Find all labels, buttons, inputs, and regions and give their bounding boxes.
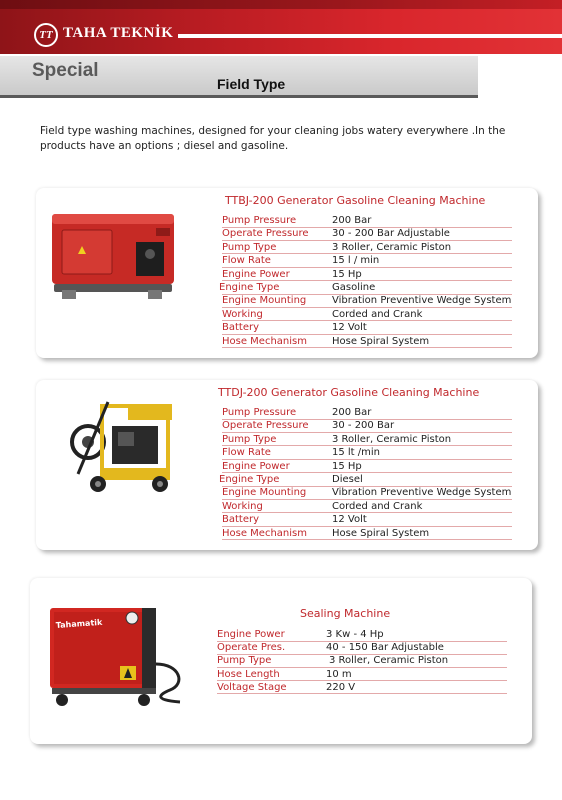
spec-value: Corded and Crank	[332, 308, 423, 320]
spec-label: Battery	[222, 514, 260, 526]
spec-row	[222, 321, 512, 335]
spec-label: Engine Mounting	[222, 295, 307, 307]
spec-value: Hose Spiral System	[332, 527, 430, 539]
spec-label: Flow Rate	[222, 447, 271, 459]
spec-label: Voltage Stage	[217, 681, 287, 693]
spec-row	[217, 628, 507, 642]
spec-value: Hose Spiral System	[332, 335, 430, 347]
spec-row	[222, 513, 512, 527]
spec-row	[222, 460, 512, 474]
image-brand-text: Tahamatik	[55, 617, 103, 630]
spec-label: Working	[222, 308, 263, 320]
spec-label: Engine Power	[217, 629, 285, 640]
spec-value: 200 Bar	[332, 407, 372, 418]
spec-label: Pump Type	[217, 655, 272, 667]
spec-value: 15 l / min	[332, 255, 380, 267]
intro-text: Field type washing machines, designed for your cleaning jobs watery everywhere .In the products have an options ; diesel and gasoline.	[40, 125, 506, 152]
spec-row	[217, 668, 507, 682]
spec-value: 12 Volt	[332, 514, 367, 526]
spec-row	[222, 308, 512, 322]
spec-label: Working	[222, 500, 263, 512]
spec-label: Pump Pressure	[222, 215, 297, 226]
spec-row	[217, 681, 507, 695]
spec-row	[222, 486, 512, 500]
spec-row	[222, 241, 512, 255]
spec-row	[219, 473, 512, 487]
spec-value: 40 - 150 Bar Adjustable	[326, 642, 444, 654]
spec-row	[222, 433, 512, 447]
spec-value: 3 Roller, Ceramic Piston	[332, 433, 452, 445]
spec-label: Operate Pressure	[222, 420, 309, 432]
section-title: Special	[32, 60, 99, 81]
brand-name: TAHA TEKNİK	[63, 25, 174, 41]
spec-row	[217, 654, 507, 668]
spec-label: Pump Pressure	[222, 407, 297, 418]
spec-value: 12 Volt	[332, 322, 367, 334]
spec-value: 3 Roller, Ceramic Piston	[329, 655, 449, 667]
spec-row	[222, 227, 512, 241]
spec-row	[222, 214, 512, 228]
spec-label: Pump Type	[222, 433, 277, 445]
spec-label: Engine Power	[222, 460, 290, 472]
spec-label: Engine Type	[219, 282, 280, 293]
section-band-shadow	[0, 95, 478, 98]
spec-value: Vibration Preventive Wedge System	[332, 295, 512, 307]
spec-row	[222, 527, 512, 541]
spec-value: 15 Hp	[332, 460, 362, 472]
product-title-1: TTBJ-200 Generator Gasoline Cleaning Machine	[225, 194, 486, 207]
spec-row	[222, 294, 512, 308]
spec-value: 3 Roller, Ceramic Piston	[332, 241, 452, 253]
spec-label: Engine Power	[222, 268, 290, 280]
spec-row	[219, 281, 512, 295]
spec-label: Hose Mechanism	[222, 527, 307, 539]
spec-label: Engine Mounting	[222, 487, 307, 499]
spec-value: 10 m	[326, 668, 352, 680]
spec-value: 15 Hp	[332, 268, 362, 280]
spec-label: Hose Length	[217, 668, 280, 680]
spec-label: Operate Pressure	[222, 228, 309, 240]
spec-value: Diesel	[332, 474, 363, 485]
spec-value: Gasoline	[332, 282, 376, 293]
spec-value: 220 V	[326, 681, 356, 693]
product-title-2: TTDJ-200 Generator Gasoline Cleaning Machine	[218, 386, 480, 399]
spec-row	[222, 406, 512, 420]
spec-value: Vibration Preventive Wedge System	[332, 487, 512, 499]
spec-value: 30 - 200 Bar Adjustable	[332, 228, 450, 240]
spec-row	[222, 268, 512, 282]
spec-label: Operate Pres.	[217, 642, 286, 654]
spec-label: Engine Type	[219, 474, 280, 485]
spec-value: 15 lt /min	[332, 447, 381, 459]
logo-icon: TT	[34, 23, 58, 47]
spec-value: 200 Bar	[332, 215, 372, 226]
spec-value: Corded and Crank	[332, 500, 423, 512]
spec-row	[222, 500, 512, 514]
product-image-gasoline-machine	[48, 208, 180, 300]
spec-value: 3 Kw - 4 Hp	[326, 629, 384, 640]
product-image-diesel-machine	[68, 396, 178, 496]
spec-row	[222, 446, 512, 460]
product-title-3: Sealing Machine	[300, 607, 391, 620]
spec-row	[222, 419, 512, 433]
spec-row	[217, 641, 507, 655]
section-subtitle: Field Type	[217, 76, 286, 92]
spec-value: 30 - 200 Bar	[332, 420, 395, 432]
spec-row	[222, 254, 512, 268]
spec-row	[222, 335, 512, 349]
spec-label: Pump Type	[222, 241, 277, 253]
spec-label: Battery	[222, 322, 260, 334]
spec-label: Flow Rate	[222, 255, 271, 267]
header-divider	[178, 34, 562, 38]
product-image-sealing-machine	[40, 604, 190, 708]
spec-label: Hose Mechanism	[222, 335, 307, 347]
